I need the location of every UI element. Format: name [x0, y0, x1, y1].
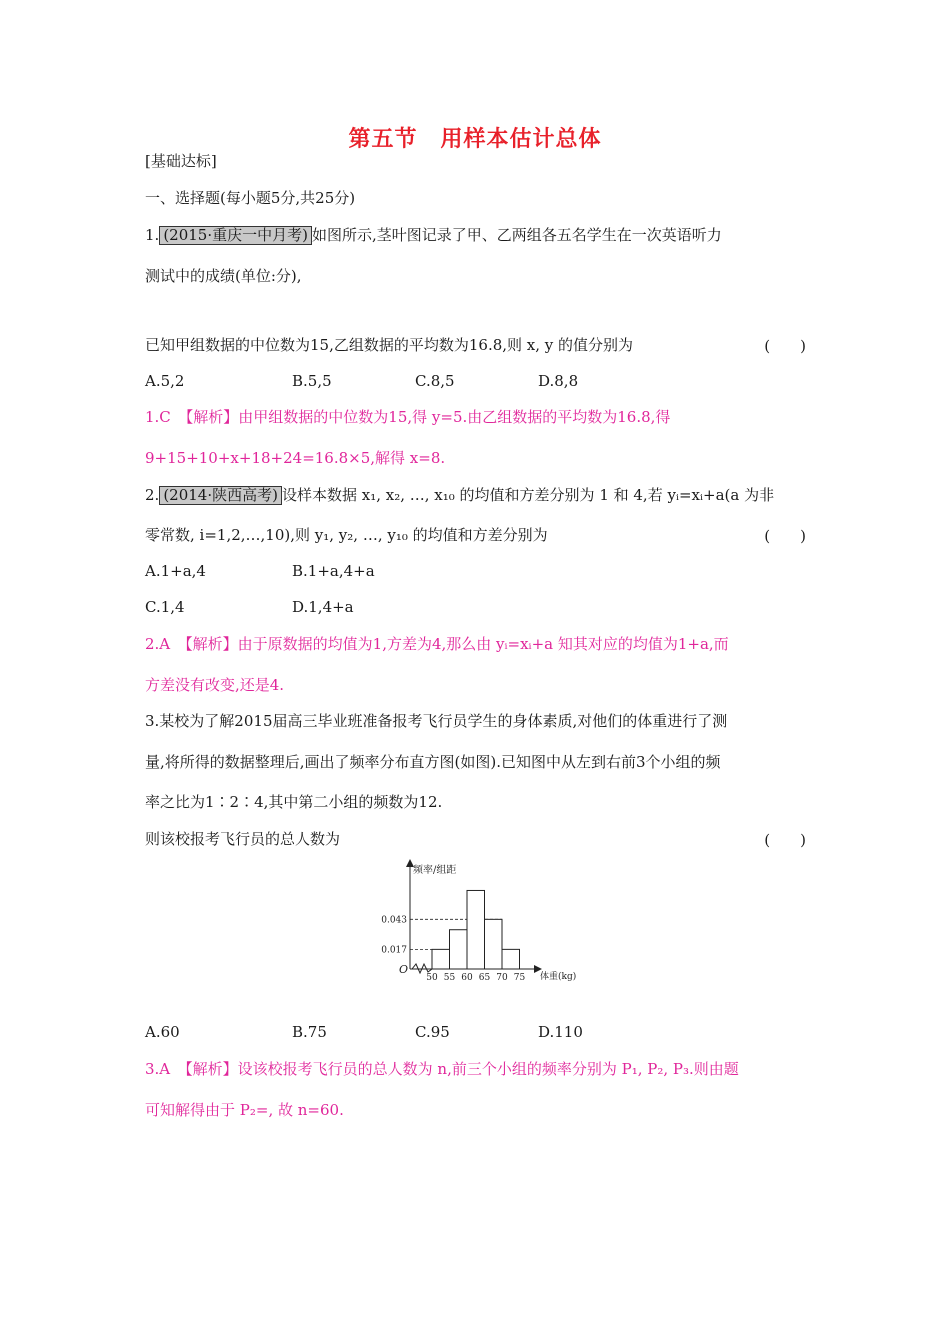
histogram-bar	[450, 930, 468, 969]
q3-line3: 率之比为1∶2∶4,其中第二小组的频数为12.	[145, 793, 443, 811]
q3-option-a: A.60	[145, 1023, 180, 1041]
histogram-bar	[502, 949, 520, 969]
q2-answer-line2: 方差没有改变,还是4.	[145, 676, 285, 694]
q2-line2: 零常数, i=1,2,…,10),则 y₁, y₂, …, y₁₀ 的均值和方差分别为	[145, 526, 548, 544]
y-tick-label: 0.043	[381, 915, 407, 926]
q1-source-tag: (2015·重庆一中月考)	[159, 226, 312, 245]
q1-line3: 已知甲组数据的中位数为15,乙组数据的平均数为16.8,则 x, y 的值分别为	[145, 336, 634, 354]
q1-answer-line2: 9+15+10+x+18+24=16.8×5,解得 x=8.	[145, 449, 446, 467]
q3-line2: 量,将所得的数据整理后,画出了频率分布直方图(如图).已知图中从左到右前3个小组的频	[145, 753, 721, 771]
q2-option-a: A.1+a,4	[145, 562, 206, 580]
q2-answer-line1: 2.A 【解析】由于原数据的均值为1,方差为4,那么由 yᵢ=xᵢ+a 知其对应的均值为1+a,而	[145, 635, 729, 653]
q3-answer-line2: 可知解得由于 P₂=, 故 n=60.	[145, 1101, 344, 1119]
q3-option-b: B.75	[292, 1023, 327, 1041]
histogram-bar	[467, 890, 485, 969]
q2-line1	[145, 485, 774, 505]
q2-answer-blank: ( )	[764, 527, 806, 545]
q2-option-b: B.1+a,4+a	[292, 562, 375, 580]
page-title: 第五节 用样本估计总体	[348, 127, 602, 152]
x-tick-label: 50	[426, 973, 438, 983]
q3-answer-blank: ( )	[764, 831, 806, 849]
x-tick-label: 65	[478, 973, 491, 983]
q3-option-d: D.110	[538, 1023, 583, 1041]
q1-option-a: A.5,2	[145, 372, 185, 390]
frequency-histogram	[370, 855, 580, 995]
q2-text1: 设样本数据 x₁, x₂, …, x₁₀ 的均值和方差分别为 1 和 4,若 yᵢ=xᵢ+a(a 为非	[281, 486, 775, 504]
part-heading: 一、选择题(每小题5分,共25分)	[145, 189, 356, 207]
q3-answer-line1: 3.A 【解析】设该校报考飞行员的总人数为 n,前三个小组的频率分别为 P₁, P₂, P₃.则由题	[145, 1060, 739, 1078]
q2-option-d: D.1,4+a	[292, 598, 354, 616]
q3-line4: 则该校报考飞行员的总人数为	[145, 830, 341, 848]
histogram-bar	[432, 949, 450, 969]
q3-option-c: C.95	[415, 1023, 450, 1041]
x-tick-label: 60	[461, 973, 473, 983]
histogram-bar	[485, 919, 503, 969]
section-label: [基础达标]	[145, 152, 217, 170]
q1-line1	[145, 225, 722, 245]
origin-label: O	[399, 963, 409, 976]
q1-option-d: D.8,8	[538, 372, 579, 390]
q1-answer-line1: 1.C 【解析】由甲组数据的中位数为15,得 y=5.由乙组数据的平均数为16.8,得	[145, 408, 671, 426]
y-axis-label: 频率/组距	[413, 865, 457, 876]
x-axis-label: 体重(kg)	[540, 972, 577, 982]
x-tick-label: 75	[513, 973, 526, 983]
q1-number: 1.	[145, 226, 160, 244]
q1-text1: 如图所示,茎叶图记录了甲、乙两组各五名学生在一次英语听力	[311, 226, 722, 244]
q1-option-b: B.5,5	[292, 372, 332, 390]
q2-option-c: C.1,4	[145, 598, 185, 616]
x-tick-label: 70	[496, 973, 508, 983]
q1-option-c: C.8,5	[415, 372, 455, 390]
y-tick-label: 0.017	[381, 945, 407, 956]
x-tick-label: 55	[443, 973, 456, 983]
q3-line1: 3.某校为了解2015届高三毕业班准备报考飞行员学生的身体素质,对他们的体重进行了测	[145, 712, 728, 730]
q2-source-tag: (2014·陕西高考)	[159, 486, 282, 505]
q1-line2: 测试中的成绩(单位:分),	[145, 267, 302, 285]
q2-number: 2.	[145, 486, 160, 504]
q1-answer-blank: ( )	[764, 337, 806, 355]
